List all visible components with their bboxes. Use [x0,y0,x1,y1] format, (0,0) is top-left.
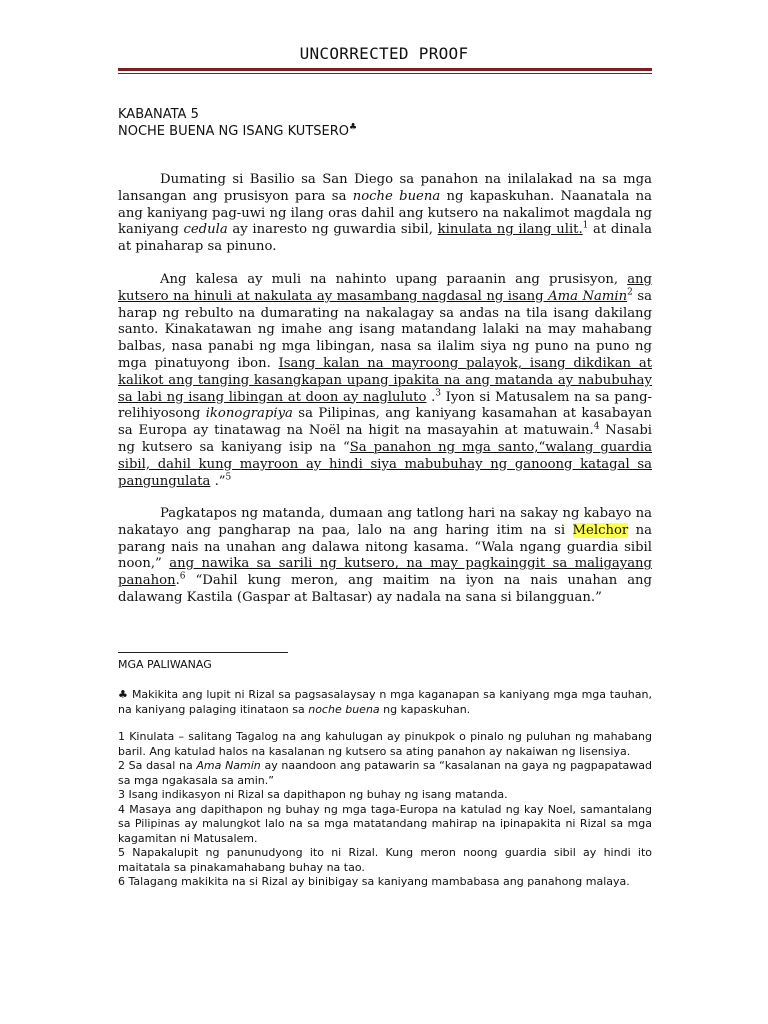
club-mark-icon-note: ♣ [118,688,129,701]
p2-text-a: Ang kalesa ay muli na nahinto upang paraanin ang prusisyon, [160,272,628,287]
p2-underlined-text-1: ang kutsero na hinuli at nakulata ay masambang nagdasal ng isang [118,272,652,304]
p2-underlined-text-2: Isang kalan na mayroong palayok, isang dikdikan at kalikot ang tanging kasangkapan upang ipakita na ang matanda ay nabubuhay sa labi ng isang libingan at doon ay nagluluto [118,355,652,405]
p3-text-e: . [175,573,180,589]
p2-text-i: sa Pilipinas, ang kaniyang kasamahan at kasabayan sa Europa ay tinatawag na Noël na higit na masayahin at matuwain. [118,406,653,439]
footnote-1: 1 Kinulata – salitang Tagalog na ang kahulugan ay pinukpok o pinalo ng puluhan ng mahabang baril. Ang katulad halos na kasalanan ng kutsero sa ating panahon ay nakaiwan ng lisensiya. [118,730,652,758]
page-header: UNCORRECTED PROOF [299,44,469,63]
header-rule-thin [118,73,652,74]
p2-text-g: Iyon si Matusalem na sa pang-relihiyosong [118,389,652,422]
footnote-3: 3 Isang indikasyon ni Rizal sa dapithapon ng buhay ng isang matanda. [118,788,508,801]
p3-text-f: “Dahil kung meron, ang maitim na iyon na nais unahan ang dalawang Kastila (Gaspar at Baltasar) ay nadala na sana si bilangguan.” [118,573,652,605]
footnote-ref-4: 4 [593,421,600,432]
footnote-ref-3: 3 [435,388,441,399]
note-club-text-a: Makikita ang lupit ni Rizal sa pagsasalaysay n mga kaganapan sa kaniyang mga mga tauhan, na kaniyang palaging itinataon sa [118,688,652,716]
paragraph-2 [118,272,652,490]
note-club-italic: noche buena [308,702,380,716]
chapter-title-text: NOCHE BUENA NG ISANG KUTSERO [118,124,349,139]
p3-underlined-text: ang nawika sa sarili ng kutsero, na may pagkainggit sa maligayang panahon [118,556,652,589]
header-rule-thick [118,68,652,71]
p1-text-g: at dinala at pinaharap sa pinuno. [118,222,652,255]
p2-italic-ikonograpiya: ikonograpiya [205,406,293,422]
notes-heading: MGA PALIWANAG [118,658,212,671]
paragraph-1 [118,172,652,256]
p2-text-d: sa harap ng rebulto na dumarating na nakalagay sa andas na tila isang dakilang santo. Kinakatawan ng imahe ang isang matandang lalaki na may mahabang balbas, nasa panabi ng mga libingan, nasa sa ilalim siya ng puno na puno ng mga pinatuyong ibon. [118,288,652,371]
p1-italic-noche-buena: noche buena [352,188,441,204]
p1-text-e: ay inaresto ng guwardia sibil, [227,222,438,238]
note-club [118,688,652,717]
p1-italic-cedula: cedula [183,222,228,238]
p1-text-a: Dumating si Basilio sa San Diego sa panahon na inilalakad na sa mga lansangan ang prusisyon para sa [118,172,652,204]
p2-underlined-text-3: Sa panahon ng mga santo,“walang guardia sibil, dahil kung mayroon ay hindi siya mabubuhay ng ganoong katagal sa pangungulata [118,439,652,489]
footnote-ref-2: 2 [627,287,633,298]
chapter-number: KABANATA 5 [118,107,199,122]
p3-text-a: Pagkatapos ng matanda, dumaan ang tatlong hari na sakay ng kabayo na nakatayo ang pangharap na paa, lalo na ang haring itim na si [118,506,652,538]
footnote-6: 6 Talagang makikita na si Rizal ay binibigay sa kaniyang mambabasa ang panahong malaya. [118,875,630,888]
p2-italic-ama-namin: Ama Namin [548,288,628,304]
p2-text-l: .” [210,473,226,489]
paragraph-3 [118,506,652,607]
footnote-2-text-b: ay naandoon ang patawarin sa “kasalanan na gaya ng pagpapatawad sa mga ngakasala sa amin.” [118,759,653,787]
p1-text-c: ng kapaskuhan. Naanatala na ang kaniyang pag-uwi ng ilang oras dahil ang kutsero na nakalimot magdala ng kaniyang [118,188,652,238]
footnote-2-italic: Ama Namin [196,759,261,772]
chapter-title [118,123,357,140]
footnote-separator [118,652,288,653]
footnotes-list [118,730,652,890]
p2-text-j: Nasabi ng kutsero sa kaniyang isip na “ [118,423,652,455]
p3-highlighted-melchor: Melchor [572,522,629,538]
p1-underlined-text: kinulata ng ilang ulit. [437,222,583,238]
footnote-ref-5: 5 [225,472,232,483]
footnote-2-text-a: 2 Sa dasal na [118,759,197,772]
footnote-ref-1: 1 [582,221,589,231]
chapter-heading [118,106,357,140]
p3-text-c: na parang nais na unahan ang dalawa nitong kasama. “Wala ngang guardia sibil noon,” [118,522,652,572]
p2-text-f: . [426,389,436,405]
footnote-2 [118,759,652,788]
footnote-5: 5 Napakalupit ng panunudyong ito ni Rizal. Kung meron noong guardia sibil ay hindi ito maitatala sa pinakamahabang buhay na tao. [118,846,652,874]
footnote-4: 4 Masaya ang dapithapon ng buhay ng mga taga-Europa na katulad ng kay Noel, samantalang sa Pilipinas ay malungkot lalo na sa mga matatandang mahirap na ipinapakita ni Rizal sa mga kagamitan ni Matusalem. [118,802,652,845]
footnote-ref-6: 6 [179,571,186,582]
club-mark-icon: ♣ [349,122,358,133]
note-club-text-b: ng kapaskuhan. [379,702,471,716]
